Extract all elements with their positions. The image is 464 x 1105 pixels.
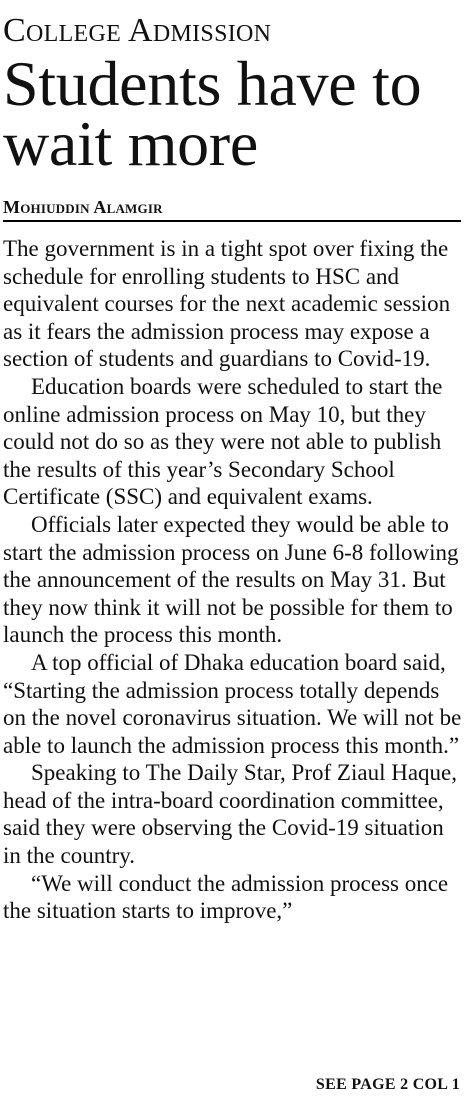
paragraph: Speaking to The Daily Star, Prof Ziaul Haque, head of the intra-board coordination committee, said they were observing the Covid-19 situation in the country. <box>3 760 457 869</box>
paragraph: Officials later expected they would be able to start the admission process on June 6-8 following the announcement of the results on May 31. But they now think it will not be possible for them to launch the process this month. <box>3 511 459 648</box>
paragraph: “We will conduct the admission process once the situation starts to improve,” <box>3 870 449 924</box>
paragraph: A top official of Dhaka education board said, “Starting the admission process totally depends on the novel coronavirus situation. We will not be able to launch the admission process this month.” <box>3 649 462 758</box>
paragraph: The government is in a tight spot over fixing the schedule for enrolling students to HSC and equivalent courses for the next academic session as it fears the admission process may expose a section of students and guardians to Covid-19. <box>3 236 451 372</box>
byline: Mohiuddin Alamgir <box>3 197 163 217</box>
paragraph: Education boards were scheduled to start the online admission process on May 10, but they could not do so as they were not able to publish the results of this year’s Secondary School Certificate (SSC) and equivalent exams. <box>3 373 443 510</box>
article-body <box>3 235 464 925</box>
byline-rule <box>3 220 461 222</box>
headline: Students have to wait more <box>3 48 422 179</box>
continuation-note: SEE PAGE 2 COL 1 <box>315 1076 460 1093</box>
section-kicker: College Admission <box>3 12 272 49</box>
